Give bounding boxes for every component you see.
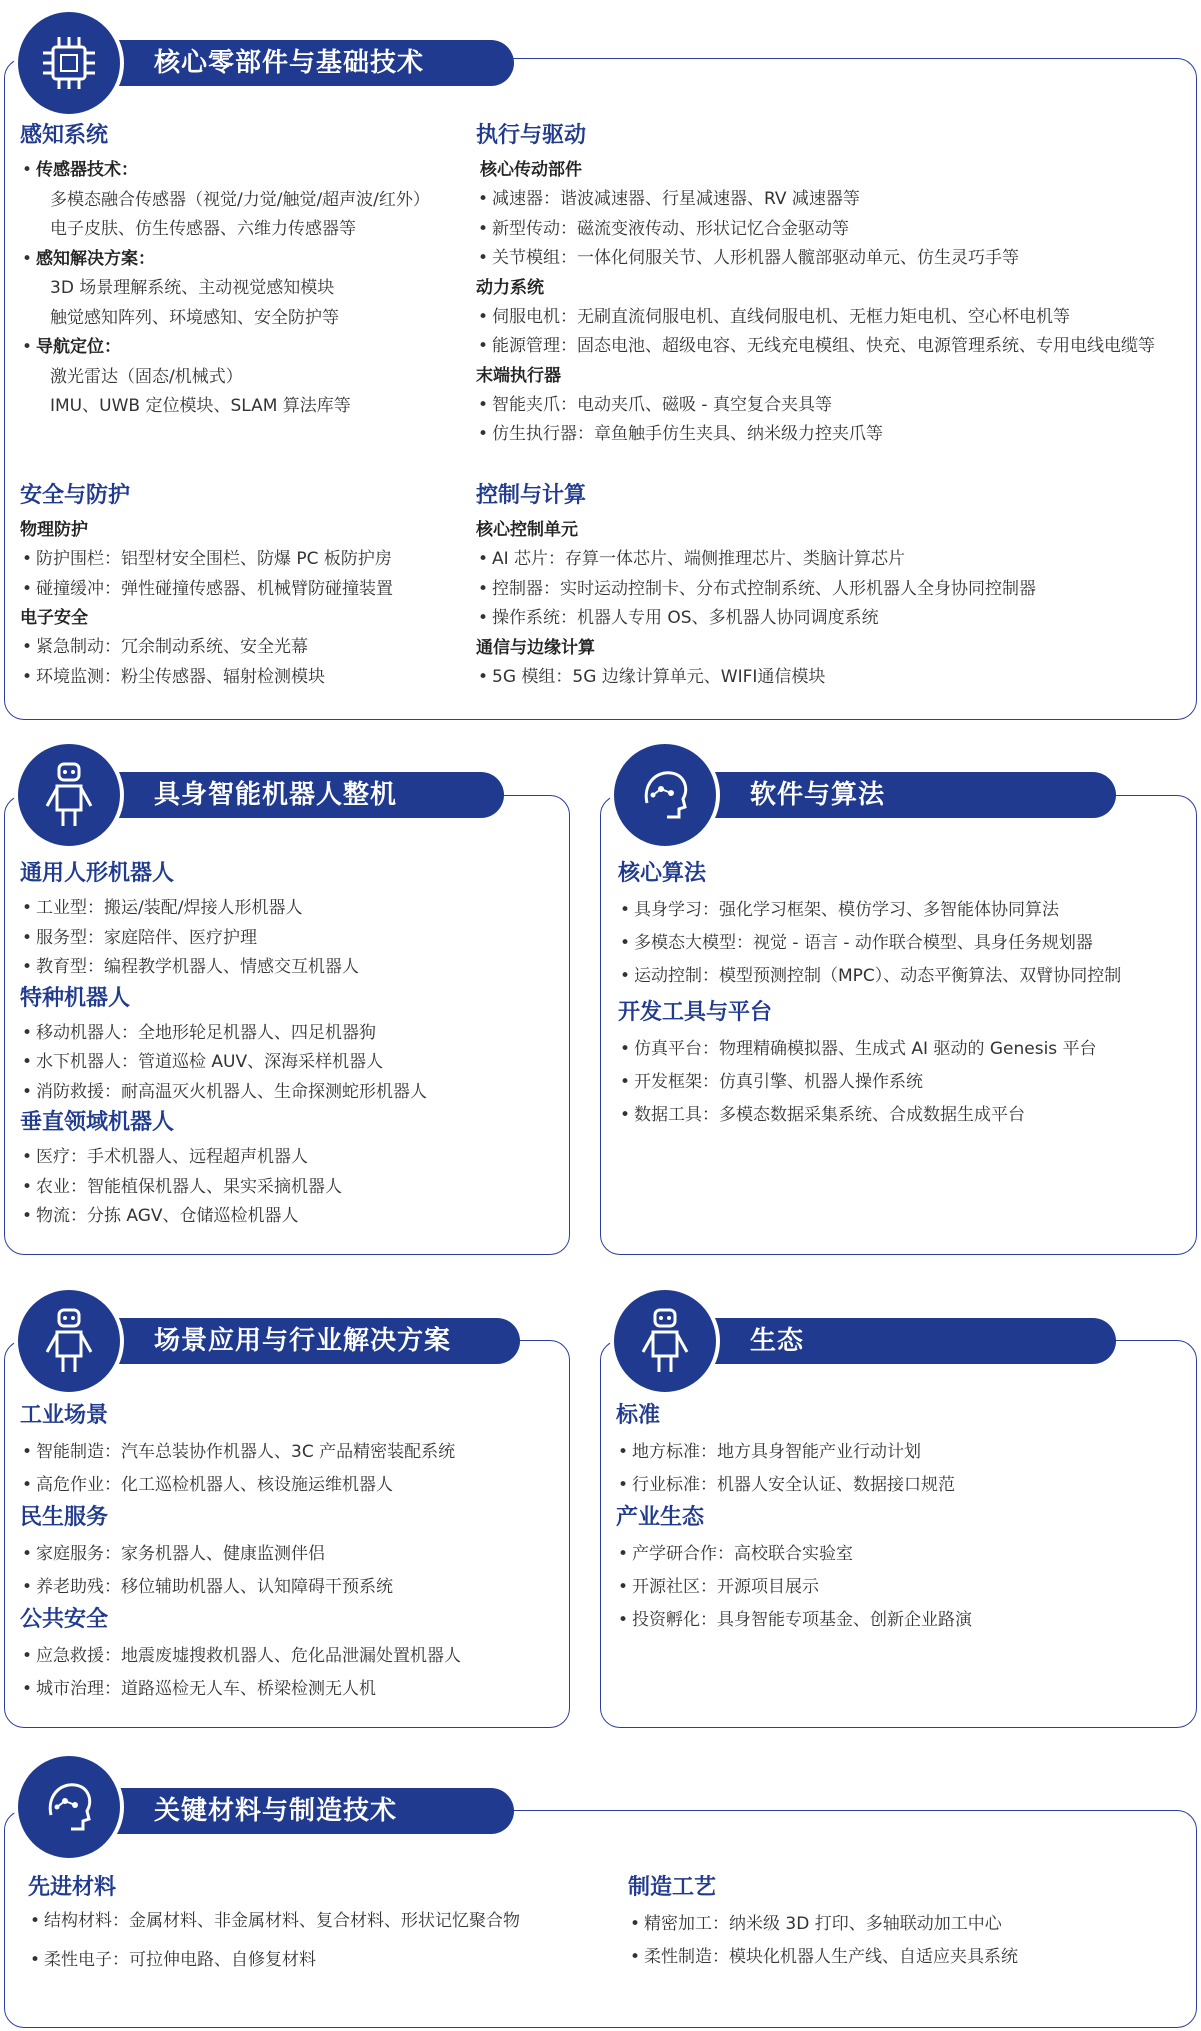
group-heading: 先进材料 [28, 1875, 117, 1900]
materials-right [628, 1872, 1188, 1974]
list-item: • 智能制造：汽车总装协作机器人、3C 产品精密装配系统 [20, 1436, 560, 1469]
group-heading: 民生服务 [20, 1505, 109, 1530]
list-item: • 环境监测：粉尘传感器、辐射检测模块 [20, 663, 460, 693]
list-item: 电子皮肤、仿生传感器、六维力传感器等 [50, 219, 356, 239]
control-sub-unit: 核心控制单元 [476, 520, 578, 540]
list-item: IMU、UWB 定位模块、SLAM 算法库等 [50, 396, 351, 416]
list-item: • 柔性制造：模块化机器人生产线、自适应夹具系统 [628, 1941, 1188, 1974]
list-item: • 关节模组：一体化伺服关节、人形机器人髋部驱动单元、仿生灵巧手等 [476, 244, 1191, 274]
list-item: • 5G 模组：5G 边缘计算单元、WIFI通信模块 [476, 663, 1191, 693]
list-item: • 能源管理：固态电池、超级电容、无线充电模组、快充、电源管理系统、专用电线电缆等 [476, 332, 1191, 362]
list-item: • 减速器：谐波减速器、行星减速器、RV 减速器等 [476, 185, 1191, 215]
list-item: • 工业型：搬运/装配/焊接人形机器人 [20, 894, 560, 924]
list-item: • 投资孵化：具身智能专项基金、创新企业路演 [616, 1604, 1191, 1637]
list-item: • 精密加工：纳米级 3D 打印、多轴联动加工中心 [628, 1908, 1188, 1941]
list-item: • 结构材料：金属材料、非金属材料、复合材料、形状记忆聚合物 [28, 1908, 608, 1934]
section-title-materials: 关键材料与制造技术 [44, 1788, 514, 1834]
actuation-heading: 执行与驱动 [476, 123, 587, 148]
list-item: • 紧急制动：冗余制动系统、安全光幕 [20, 633, 460, 663]
list-item: • 伺服电机：无刷直流伺服电机、直线伺服电机、无框力矩电机、空心杯电机等 [476, 303, 1191, 333]
list-item: • 碰撞缓冲：弹性碰撞传感器、机械臂防碰撞装置 [20, 575, 460, 605]
robot-complete-content [20, 858, 560, 1232]
control-heading: 控制与计算 [476, 483, 587, 508]
ai-head-icon [633, 763, 697, 827]
control-column [476, 480, 1191, 692]
perception-group-solutions: • 感知解决方案： [20, 245, 460, 275]
actuation-sub-end-effector: 末端执行器 [476, 365, 561, 386]
robot-icon-badge-1 [14, 740, 124, 850]
list-item: • 开发框架：仿真引擎、机器人操作系统 [618, 1066, 1193, 1099]
list-item: • 控制器：实时运动控制卡、分布式控制系统、人形机器人全身协同控制器 [476, 575, 1191, 605]
list-item: • 服务型：家庭陪伴、医疗护理 [20, 924, 560, 954]
perception-group-navigation: • 导航定位： [20, 333, 460, 363]
robot-icon-badge-2 [14, 1286, 124, 1396]
group-heading: 核心算法 [618, 861, 707, 886]
software-content [618, 858, 1193, 1132]
list-item: 3D 场景理解系统、主动视觉感知模块 [50, 278, 335, 298]
list-item: • 智能夹爪：电动夹爪、磁吸 - 真空复合夹具等 [476, 391, 1191, 421]
list-item: • 物流：分拣 AGV、仓储巡检机器人 [20, 1202, 560, 1232]
list-item: • 开源社区：开源项目展示 [616, 1571, 1191, 1604]
section-title-core-components: 核心零部件与基础技术 [44, 40, 514, 86]
list-item: • 移动机器人：全地形轮足机器人、四足机器狗 [20, 1019, 560, 1049]
group-heading: 工业场景 [20, 1403, 109, 1428]
list-item: • 家庭服务：家务机器人、健康监测伴侣 [20, 1538, 560, 1571]
group-heading: 垂直领域机器人 [20, 1110, 175, 1135]
list-item: • AI 芯片：存算一体芯片、端侧推理芯片、类脑计算芯片 [476, 545, 1191, 575]
list-item: • 应急救援：地震废墟搜救机器人、危化品泄漏处置机器人 [20, 1640, 560, 1673]
robot-icon [635, 1306, 695, 1376]
list-item: • 操作系统：机器人专用 OS、多机器人协同调度系统 [476, 604, 1191, 634]
ai-head-icon-badge-1 [610, 740, 720, 850]
list-item: • 医疗：手术机器人、远程超声机器人 [20, 1143, 560, 1173]
group-heading: 特种机器人 [20, 985, 131, 1011]
ai-head-icon [37, 1775, 101, 1839]
list-item: • 消防救援：耐高温灭火机器人、生命探测蛇形机器人 [20, 1078, 560, 1108]
robot-icon-badge-3 [610, 1286, 720, 1396]
list-item: • 仿真平台：物理精确模拟器、生成式 AI 驱动的 Genesis 平台 [618, 1033, 1193, 1066]
actuation-sub-power: 动力系统 [476, 277, 544, 298]
actuation-column [476, 120, 1191, 450]
list-item: • 防护围栏：铝型材安全围栏、防爆 PC 板防护房 [20, 545, 460, 575]
ai-head-icon-badge-2 [14, 1752, 124, 1862]
group-heading: 通用人形机器人 [20, 861, 175, 886]
list-item: • 多模态大模型：视觉 - 语言 - 动作联合模型、具身任务规划器 [618, 927, 1193, 960]
chip-icon [37, 31, 101, 95]
list-item: • 高危作业：化工巡检机器人、核设施运维机器人 [20, 1469, 560, 1502]
safety-column [20, 480, 460, 692]
perception-group-sensors: • 传感器技术： [20, 156, 460, 186]
robot-icon [39, 760, 99, 830]
perception-heading: 感知系统 [20, 123, 109, 148]
group-heading: 开发工具与平台 [618, 1000, 773, 1025]
control-sub-comm: 通信与边缘计算 [476, 637, 595, 658]
list-item: 多模态融合传感器（视觉/力觉/触觉/超声波/红外） [50, 189, 430, 210]
applications-content [20, 1400, 560, 1706]
list-item: • 仿生执行器：章鱼触手仿生夹具、纳米级力控夹爪等 [476, 420, 1191, 450]
ecosystem-content [616, 1400, 1191, 1637]
list-item: • 运动控制：模型预测控制（MPC）、动态平衡算法、双臂协同控制 [618, 960, 1193, 993]
section-title-software: 软件与算法 [640, 772, 1116, 818]
list-item: • 农业：智能植保机器人、果实采摘机器人 [20, 1173, 560, 1203]
group-heading: 产业生态 [616, 1505, 705, 1530]
section-title-applications: 场景应用与行业解决方案 [44, 1318, 520, 1364]
actuation-sub-transmission: 核心传动部件 [480, 160, 582, 180]
section-title-ecosystem: 生态 [640, 1318, 1116, 1364]
list-item: • 养老助残：移位辅助机器人、认知障碍干预系统 [20, 1571, 560, 1604]
chip-icon-badge [14, 8, 124, 118]
list-item: • 新型传动：磁流变液传动、形状记忆合金驱动等 [476, 215, 1191, 245]
list-item: • 行业标准：机器人安全认证、数据接口规范 [616, 1469, 1191, 1502]
section-title-robot-complete: 具身智能机器人整机 [44, 772, 504, 818]
list-item: • 产学研合作：高校联合实验室 [616, 1538, 1191, 1571]
list-item: 触觉感知阵列、环境感知、安全防护等 [50, 307, 339, 328]
list-item: • 城市治理：道路巡检无人车、桥梁检测无人机 [20, 1673, 560, 1706]
list-item: 激光雷达（固态/机械式） [50, 366, 243, 387]
list-item: • 柔性电子：可拉伸电路、自修复材料 [28, 1944, 608, 1977]
robot-icon [39, 1306, 99, 1376]
list-item: • 数据工具：多模态数据采集系统、合成数据生成平台 [618, 1099, 1193, 1132]
group-heading: 标准 [616, 1403, 661, 1428]
list-item: • 地方标准：地方具身智能产业行动计划 [616, 1436, 1191, 1469]
list-item: • 教育型：编程教学机器人、情感交互机器人 [20, 953, 560, 983]
list-item: • 具身学习：强化学习框架、模仿学习、多智能体协同算法 [618, 894, 1193, 927]
list-item: • 水下机器人：管道巡检 AUV、深海采样机器人 [20, 1048, 560, 1078]
group-heading: 公共安全 [20, 1607, 109, 1632]
safety-heading: 安全与防护 [20, 483, 131, 508]
safety-sub-electronic: 电子安全 [20, 608, 88, 628]
perception-column [20, 120, 460, 422]
group-heading: 制造工艺 [628, 1875, 717, 1900]
materials-left [28, 1872, 608, 1977]
safety-sub-physical: 物理防护 [20, 520, 88, 540]
